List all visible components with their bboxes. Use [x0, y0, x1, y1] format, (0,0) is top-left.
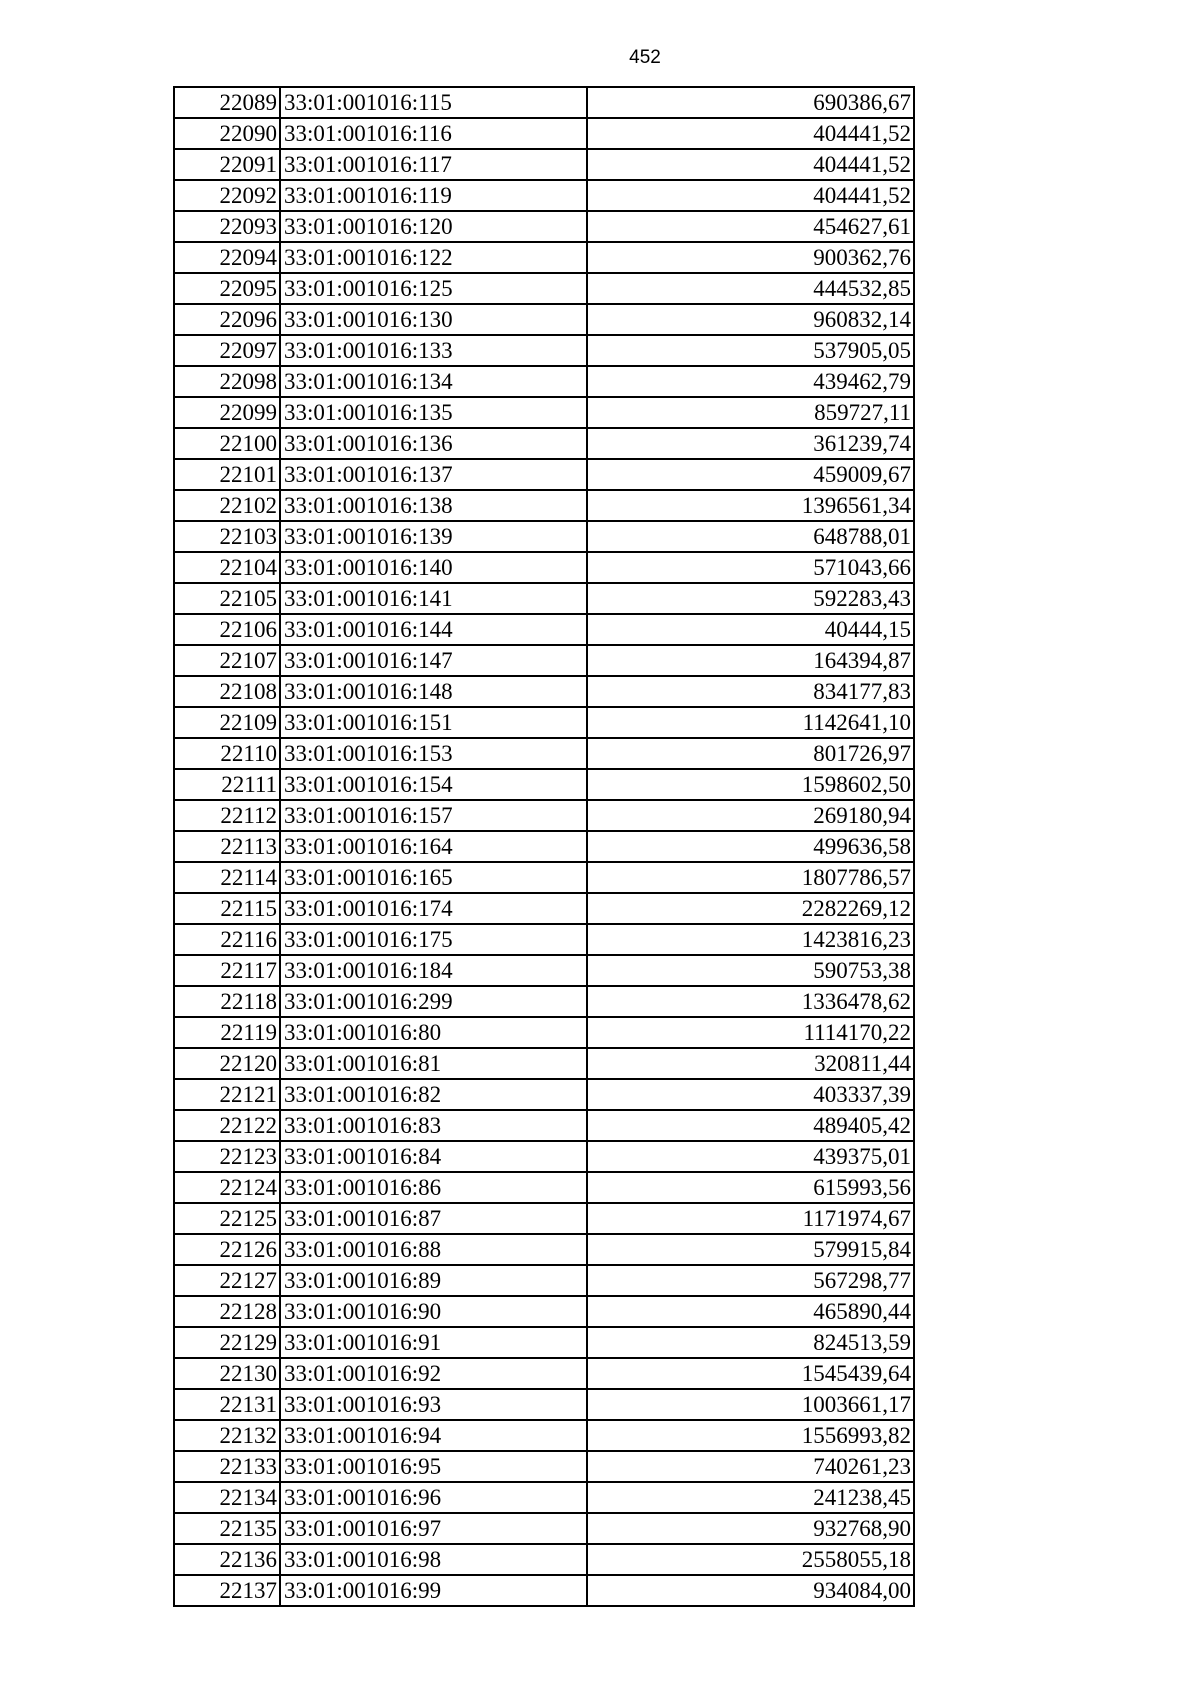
- row-number-cell: 22095: [174, 273, 280, 304]
- row-number-cell: 22113: [174, 831, 280, 862]
- cadastral-number-cell: 33:01:001016:90: [280, 1296, 587, 1327]
- row-number-cell: 22103: [174, 521, 280, 552]
- cadastral-number-cell: 33:01:001016:147: [280, 645, 587, 676]
- row-number-cell: 22089: [174, 87, 280, 118]
- row-number-cell: 22094: [174, 242, 280, 273]
- row-number-cell: 22137: [174, 1575, 280, 1606]
- cadastral-value-cell: 459009,67: [587, 459, 914, 490]
- cadastral-value-cell: 1598602,50: [587, 769, 914, 800]
- row-number-cell: 22126: [174, 1234, 280, 1265]
- cadastral-number-cell: 33:01:001016:92: [280, 1358, 587, 1389]
- table-row: [174, 583, 914, 614]
- cadastral-value-cell: 164394,87: [587, 645, 914, 676]
- cadastral-value-cell: 1807786,57: [587, 862, 914, 893]
- cadastral-value-cell: 489405,42: [587, 1110, 914, 1141]
- row-number-cell: 22119: [174, 1017, 280, 1048]
- row-number-cell: 22118: [174, 986, 280, 1017]
- cadastral-number-cell: 33:01:001016:133: [280, 335, 587, 366]
- table-row: [174, 366, 914, 397]
- row-number-cell: 22124: [174, 1172, 280, 1203]
- table-row: [174, 1389, 914, 1420]
- cadastral-value-cell: 690386,67: [587, 87, 914, 118]
- cadastral-number-cell: 33:01:001016:138: [280, 490, 587, 521]
- table-row: [174, 1327, 914, 1358]
- cadastral-value-cell: 404441,52: [587, 149, 914, 180]
- cadastral-number-cell: 33:01:001016:116: [280, 118, 587, 149]
- table-row: [174, 180, 914, 211]
- cadastral-number-cell: 33:01:001016:84: [280, 1141, 587, 1172]
- row-number-cell: 22127: [174, 1265, 280, 1296]
- table-row: [174, 831, 914, 862]
- row-number-cell: 22097: [174, 335, 280, 366]
- row-number-cell: 22105: [174, 583, 280, 614]
- table-row: [174, 459, 914, 490]
- cadastral-value-cell: 2558055,18: [587, 1544, 914, 1575]
- table-row: [174, 211, 914, 242]
- table-row: [174, 800, 914, 831]
- table-row: [174, 149, 914, 180]
- row-number-cell: 22109: [174, 707, 280, 738]
- row-number-cell: 22132: [174, 1420, 280, 1451]
- cadastral-number-cell: 33:01:001016:153: [280, 738, 587, 769]
- table-row: [174, 1203, 914, 1234]
- cadastral-number-cell: 33:01:001016:95: [280, 1451, 587, 1482]
- table-row: [174, 521, 914, 552]
- row-number-cell: 22106: [174, 614, 280, 645]
- table-row: [174, 1172, 914, 1203]
- cadastral-number-cell: 33:01:001016:165: [280, 862, 587, 893]
- cadastral-number-cell: 33:01:001016:119: [280, 180, 587, 211]
- cadastral-value-cell: 1003661,17: [587, 1389, 914, 1420]
- row-number-cell: 22096: [174, 304, 280, 335]
- cadastral-value-cell: 834177,83: [587, 676, 914, 707]
- table-row: [174, 304, 914, 335]
- cadastral-value-cell: 824513,59: [587, 1327, 914, 1358]
- table-row: [174, 707, 914, 738]
- cadastral-number-cell: 33:01:001016:141: [280, 583, 587, 614]
- table-row: [174, 1234, 914, 1265]
- cadastral-value-cell: 571043,66: [587, 552, 914, 583]
- cadastral-number-cell: 33:01:001016:94: [280, 1420, 587, 1451]
- row-number-cell: 22136: [174, 1544, 280, 1575]
- table-row: [174, 955, 914, 986]
- cadastral-number-cell: 33:01:001016:86: [280, 1172, 587, 1203]
- table-row: [174, 738, 914, 769]
- table-row: [174, 552, 914, 583]
- row-number-cell: 22102: [174, 490, 280, 521]
- cadastral-number-cell: 33:01:001016:174: [280, 893, 587, 924]
- cadastral-number-cell: 33:01:001016:115: [280, 87, 587, 118]
- cadastral-number-cell: 33:01:001016:184: [280, 955, 587, 986]
- row-number-cell: 22116: [174, 924, 280, 955]
- table-row: [174, 1358, 914, 1389]
- table-row: [174, 428, 914, 459]
- table-row: [174, 1513, 914, 1544]
- cadastral-value-cell: 859727,11: [587, 397, 914, 428]
- cadastral-number-cell: 33:01:001016:87: [280, 1203, 587, 1234]
- row-number-cell: 22123: [174, 1141, 280, 1172]
- cadastral-number-cell: 33:01:001016:99: [280, 1575, 587, 1606]
- cadastral-number-cell: 33:01:001016:157: [280, 800, 587, 831]
- table-row: [174, 1575, 914, 1606]
- cadastral-value-cell: 2282269,12: [587, 893, 914, 924]
- row-number-cell: 22104: [174, 552, 280, 583]
- cadastral-value-cell: 439462,79: [587, 366, 914, 397]
- row-number-cell: 22108: [174, 676, 280, 707]
- row-number-cell: 22114: [174, 862, 280, 893]
- row-number-cell: 22090: [174, 118, 280, 149]
- table-row: [174, 986, 914, 1017]
- cadastral-value-cell: 40444,15: [587, 614, 914, 645]
- cadastral-number-cell: 33:01:001016:81: [280, 1048, 587, 1079]
- cadastral-number-cell: 33:01:001016:97: [280, 1513, 587, 1544]
- row-number-cell: 22131: [174, 1389, 280, 1420]
- cadastral-value-cell: 404441,52: [587, 118, 914, 149]
- cadastral-value-cell: 1142641,10: [587, 707, 914, 738]
- cadastral-number-cell: 33:01:001016:299: [280, 986, 587, 1017]
- cadastral-value-cell: 499636,58: [587, 831, 914, 862]
- cadastral-value-cell: 444532,85: [587, 273, 914, 304]
- table-row: [174, 645, 914, 676]
- cadastral-number-cell: 33:01:001016:88: [280, 1234, 587, 1265]
- cadastral-value-cell: 1171974,67: [587, 1203, 914, 1234]
- cadastral-number-cell: 33:01:001016:122: [280, 242, 587, 273]
- row-number-cell: 22122: [174, 1110, 280, 1141]
- cadastral-value-cell: 1114170,22: [587, 1017, 914, 1048]
- cadastral-number-cell: 33:01:001016:151: [280, 707, 587, 738]
- row-number-cell: 22125: [174, 1203, 280, 1234]
- row-number-cell: 22110: [174, 738, 280, 769]
- row-number-cell: 22120: [174, 1048, 280, 1079]
- cadastral-number-cell: 33:01:001016:164: [280, 831, 587, 862]
- row-number-cell: 22098: [174, 366, 280, 397]
- row-number-cell: 22100: [174, 428, 280, 459]
- row-number-cell: 22128: [174, 1296, 280, 1327]
- cadastral-value-cell: 537905,05: [587, 335, 914, 366]
- row-number-cell: 22111: [174, 769, 280, 800]
- cadastral-value-cell: 269180,94: [587, 800, 914, 831]
- row-number-cell: 22112: [174, 800, 280, 831]
- cadastral-number-cell: 33:01:001016:96: [280, 1482, 587, 1513]
- cadastral-number-cell: 33:01:001016:136: [280, 428, 587, 459]
- table-row: [174, 769, 914, 800]
- row-number-cell: 22107: [174, 645, 280, 676]
- cadastral-number-cell: 33:01:001016:93: [280, 1389, 587, 1420]
- cadastral-value-cell: 567298,77: [587, 1265, 914, 1296]
- row-number-cell: 22093: [174, 211, 280, 242]
- cadastral-value-cell: 932768,90: [587, 1513, 914, 1544]
- cadastral-number-cell: 33:01:001016:140: [280, 552, 587, 583]
- row-number-cell: 22134: [174, 1482, 280, 1513]
- cadastral-value-cell: 615993,56: [587, 1172, 914, 1203]
- table-row: [174, 924, 914, 955]
- cadastral-value-cell: 439375,01: [587, 1141, 914, 1172]
- page-number: 452: [629, 47, 661, 68]
- cadastral-number-cell: 33:01:001016:117: [280, 149, 587, 180]
- table-row: [174, 118, 914, 149]
- cadastral-value-cell: 801726,97: [587, 738, 914, 769]
- cadastral-value-cell: 1423816,23: [587, 924, 914, 955]
- table-row: [174, 397, 914, 428]
- table-row: [174, 1451, 914, 1482]
- cadastral-number-cell: 33:01:001016:91: [280, 1327, 587, 1358]
- cadastral-value-cell: 1336478,62: [587, 986, 914, 1017]
- cadastral-number-cell: 33:01:001016:130: [280, 304, 587, 335]
- cadastral-value-cell: 403337,39: [587, 1079, 914, 1110]
- table-row: [174, 1079, 914, 1110]
- cadastral-value-cell: 1556993,82: [587, 1420, 914, 1451]
- cadastral-number-cell: 33:01:001016:154: [280, 769, 587, 800]
- cadastral-number-cell: 33:01:001016:144: [280, 614, 587, 645]
- cadastral-value-cell: 465890,44: [587, 1296, 914, 1327]
- table-row: [174, 676, 914, 707]
- row-number-cell: 22121: [174, 1079, 280, 1110]
- cadastral-number-cell: 33:01:001016:120: [280, 211, 587, 242]
- cadastral-value-cell: 1545439,64: [587, 1358, 914, 1389]
- cadastral-number-cell: 33:01:001016:139: [280, 521, 587, 552]
- cadastral-number-cell: 33:01:001016:135: [280, 397, 587, 428]
- table-row: [174, 87, 914, 118]
- table-row: [174, 1141, 914, 1172]
- table-row: [174, 1544, 914, 1575]
- cadastral-value-cell: 960832,14: [587, 304, 914, 335]
- table-row: [174, 242, 914, 273]
- cadastral-value-cell: 900362,76: [587, 242, 914, 273]
- cadastral-number-cell: 33:01:001016:80: [280, 1017, 587, 1048]
- table-row: [174, 1482, 914, 1513]
- table-row: [174, 1296, 914, 1327]
- table-body: [174, 87, 914, 1606]
- cadastral-value-cell: 579915,84: [587, 1234, 914, 1265]
- cadastral-number-cell: 33:01:001016:125: [280, 273, 587, 304]
- row-number-cell: 22130: [174, 1358, 280, 1389]
- cadastral-number-cell: 33:01:001016:83: [280, 1110, 587, 1141]
- cadastral-value-cell: 740261,23: [587, 1451, 914, 1482]
- cadastral-number-cell: 33:01:001016:89: [280, 1265, 587, 1296]
- row-number-cell: 22099: [174, 397, 280, 428]
- table-row: [174, 614, 914, 645]
- table-row: [174, 1048, 914, 1079]
- table-row: [174, 862, 914, 893]
- table-row: [174, 1017, 914, 1048]
- table-row: [174, 893, 914, 924]
- cadastral-number-cell: 33:01:001016:175: [280, 924, 587, 955]
- row-number-cell: 22092: [174, 180, 280, 211]
- cadastral-number-cell: 33:01:001016:137: [280, 459, 587, 490]
- table-row: [174, 335, 914, 366]
- row-number-cell: 22117: [174, 955, 280, 986]
- cadastral-value-cell: 454627,61: [587, 211, 914, 242]
- row-number-cell: 22129: [174, 1327, 280, 1358]
- cadastral-value-cell: 590753,38: [587, 955, 914, 986]
- cadastral-number-cell: 33:01:001016:82: [280, 1079, 587, 1110]
- cadastral-number-cell: 33:01:001016:148: [280, 676, 587, 707]
- cadastral-value-cell: 404441,52: [587, 180, 914, 211]
- cadastral-value-cell: 241238,45: [587, 1482, 914, 1513]
- row-number-cell: 22101: [174, 459, 280, 490]
- cadastral-value-cell: 1396561,34: [587, 490, 914, 521]
- cadastral-value-cell: 320811,44: [587, 1048, 914, 1079]
- table-row: [174, 273, 914, 304]
- cadastral-value-cell: 648788,01: [587, 521, 914, 552]
- cadastral-value-cell: 361239,74: [587, 428, 914, 459]
- cadastral-value-cell: 592283,43: [587, 583, 914, 614]
- table-row: [174, 1110, 914, 1141]
- row-number-cell: 22135: [174, 1513, 280, 1544]
- row-number-cell: 22091: [174, 149, 280, 180]
- row-number-cell: 22115: [174, 893, 280, 924]
- cadastral-value-cell: 934084,00: [587, 1575, 914, 1606]
- cadastral-value-table: [173, 86, 915, 1607]
- cadastral-number-cell: 33:01:001016:98: [280, 1544, 587, 1575]
- table-row: [174, 490, 914, 521]
- cadastral-number-cell: 33:01:001016:134: [280, 366, 587, 397]
- table-row: [174, 1265, 914, 1296]
- table-row: [174, 1420, 914, 1451]
- row-number-cell: 22133: [174, 1451, 280, 1482]
